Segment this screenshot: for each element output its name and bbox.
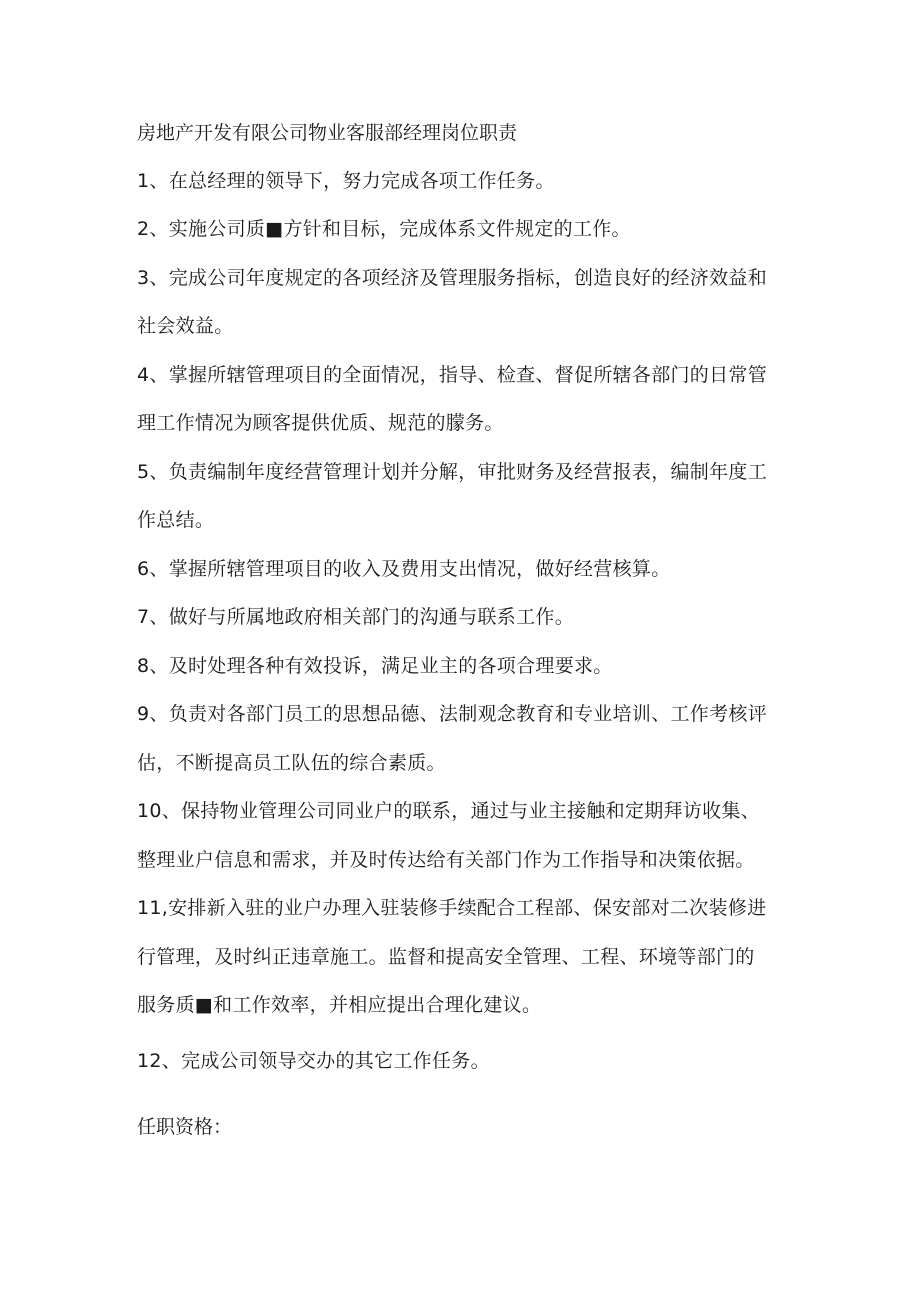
duty-item-2: 2、实施公司质■方针和目标，完成体系文件规定的工作。 bbox=[137, 218, 631, 240]
duty-item-12: 12、完成公司领导交办的其它工作任务。 bbox=[137, 1050, 490, 1072]
duty-item-9-continued: 估，不断提高员工队伍的综合素质。 bbox=[137, 752, 446, 774]
duty-item-3: 3、完成公司年度规定的各项经济及管理服务指标，创造良好的经济效益和 bbox=[137, 267, 767, 289]
duty-item-5: 5、负责编制年度经营管理计划并分解，审批财务及经营报表，编制年度工 bbox=[137, 461, 767, 483]
duty-item-7: 7、做好与所属地政府相关部门的沟通与联系工作。 bbox=[137, 606, 574, 628]
duty-item-5-continued: 作总结。 bbox=[137, 509, 215, 531]
duty-item-8: 8、及时处理各种有效投诉，满足业主的各项合理要求。 bbox=[137, 655, 613, 677]
duty-item-11-continued-2: 服务质■和工作效率，并相应提出合理化建议。 bbox=[137, 994, 542, 1016]
duty-item-10: 10、保持物业管理公司同业户的联系，通过与业主接触和定期拜访收集、 bbox=[137, 800, 761, 822]
duty-item-3-continued: 社会效益。 bbox=[137, 315, 234, 337]
duty-item-1: 1、在总经理的领导下，努力完成各项工作任务。 bbox=[137, 170, 555, 192]
duty-item-11-continued: 行管理，及时纠正违章施工。监督和提高安全管理、工程、环境等部门的 bbox=[137, 946, 755, 968]
document-title: 房地产开发有限公司物业客服部经理岗位职责 bbox=[137, 122, 518, 144]
duty-item-9: 9、负责对各部门员工的思想品德、法制观念教育和专业培训、工作考核评 bbox=[137, 703, 767, 725]
duty-item-4-continued: 理工作情况为顾客提供优质、规范的朦务。 bbox=[137, 412, 504, 434]
qualifications-heading: 任职资格： bbox=[137, 1116, 233, 1138]
duty-item-6: 6、掌握所辖管理项目的收入及费用支出情况，做好经营核算。 bbox=[137, 558, 671, 580]
duty-item-11: 11,安排新入驻的业户办理入驻装修手续配合工程部、保安部对二次装修进 bbox=[137, 897, 767, 919]
duty-item-10-continued: 整理业户信息和需求，并及时传达给有关部门作为工作指导和决策依据。 bbox=[137, 849, 755, 871]
duty-item-4: 4、掌握所辖管理项目的全面情况，指导、检查、督促所辖各部门的日常管 bbox=[137, 364, 767, 386]
